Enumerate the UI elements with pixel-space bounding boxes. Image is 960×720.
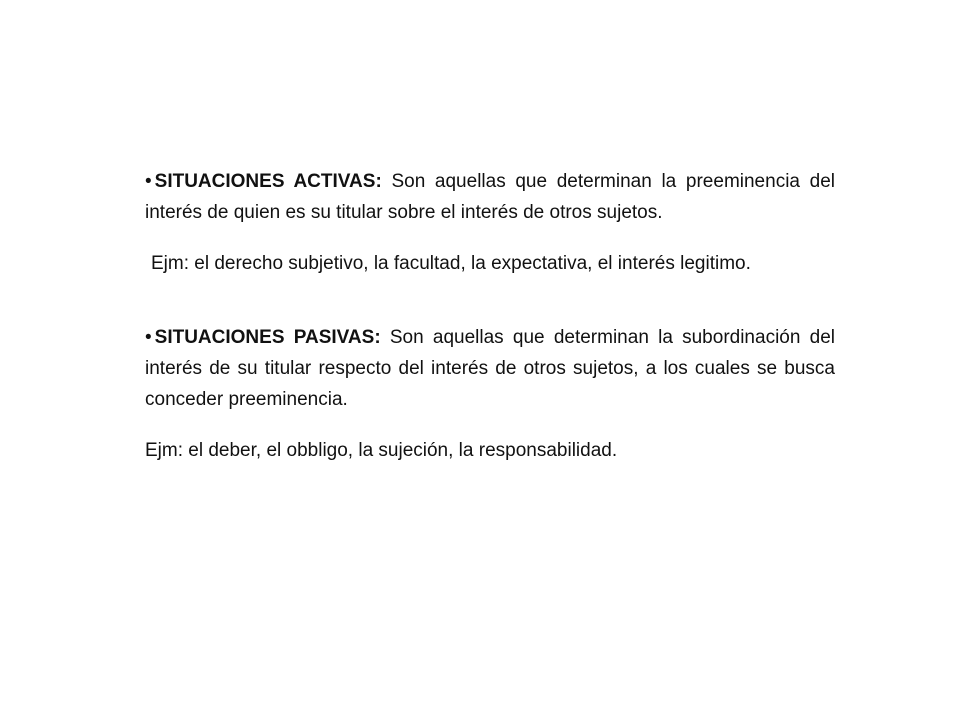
bullet-icon: • [145,171,152,192]
situaciones-pasivas-text: Son aquellas que determinan la subordinación del interés de su titular respecto del interés de otros sujetos, a los cuales se busca conceder preeminencia. [145,327,835,410]
bullet-situaciones-activas [145,166,835,228]
situaciones-pasivas-heading: SITUACIONES PASIVAS: [154,327,381,348]
slide-body [145,166,835,466]
situaciones-pasivas-example: Ejm: el deber, el obbligo, la sujeción, la responsabilidad. [145,440,618,461]
bullet-situaciones-pasivas [145,322,835,415]
situaciones-activas-example: Ejm: el derecho subjetivo, la facultad, la expectativa, el interés legitimo. [151,253,751,274]
situaciones-activas-text: Son aquellas que determinan la preeminencia del interés de quien es su titular sobre el interés de otros sujetos. [145,171,836,223]
bullet-icon: • [145,327,152,348]
situaciones-activas-heading: SITUACIONES ACTIVAS: [154,171,382,192]
